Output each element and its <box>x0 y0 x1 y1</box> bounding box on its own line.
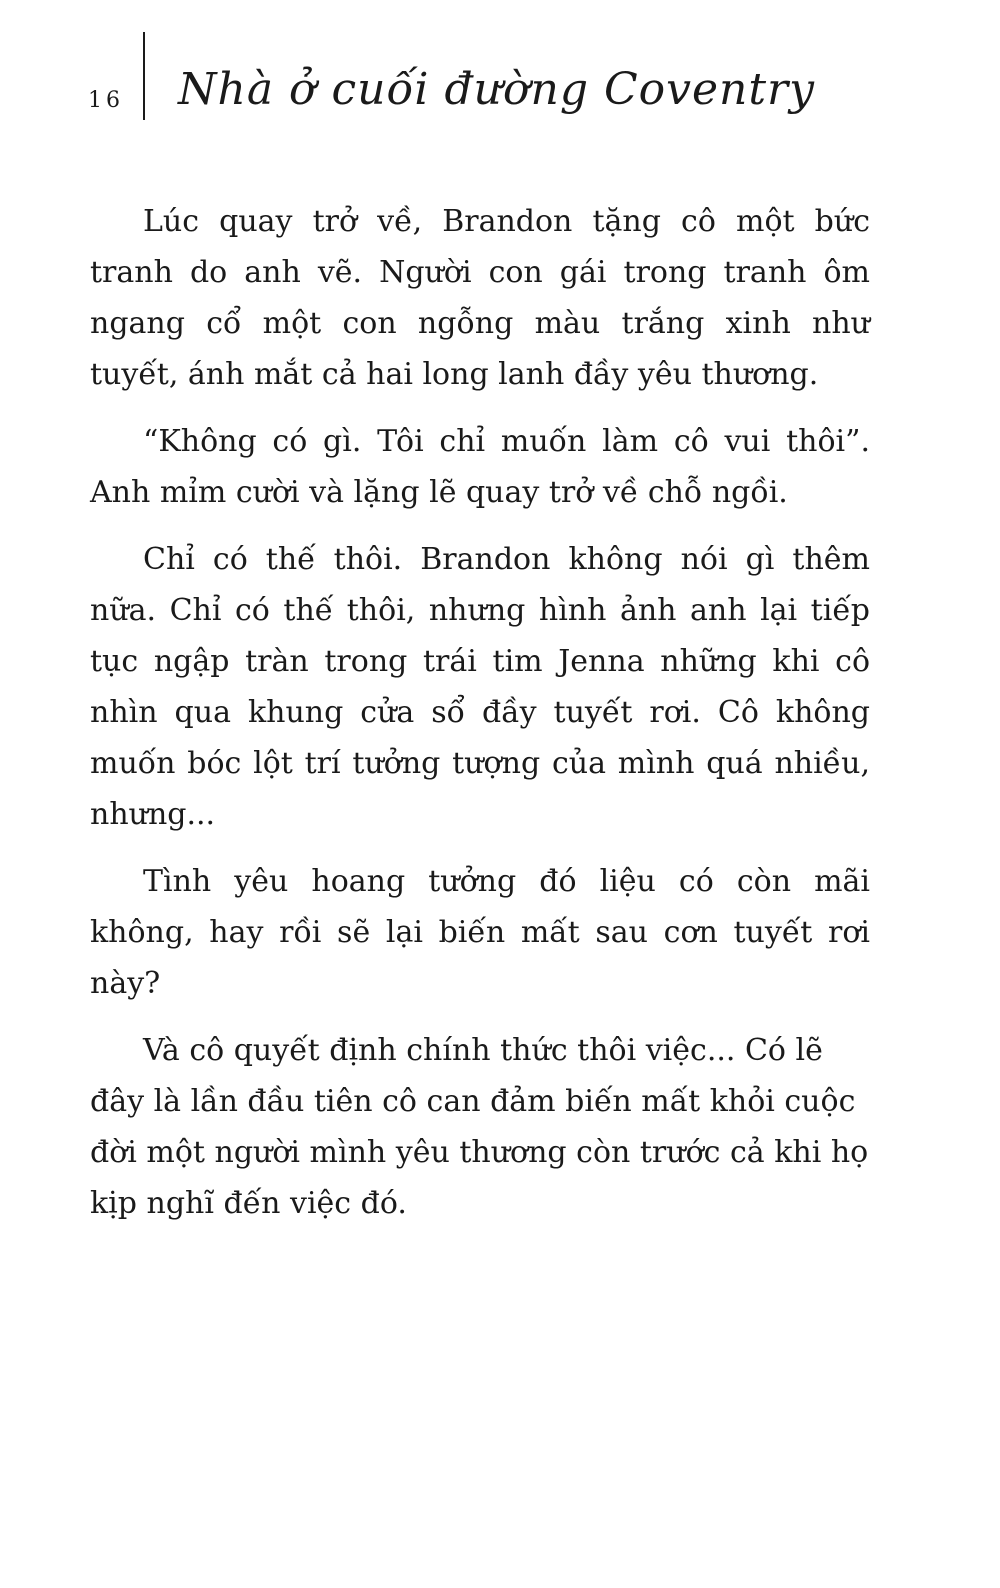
page-number: 16 <box>88 88 124 113</box>
paragraph-5: Và cô quyết định chính thức thôi việc... Có lẽ đây là lần đầu tiên cô can đảm biến mất khỏi cuộc đời một người mình yêu thương còn trước cả khi họ kịp nghĩ đến việc đó. <box>90 1033 869 1221</box>
paragraph-3: Chỉ có thế thôi. Brandon không nói gì thêm nữa. Chỉ có thế thôi, nhưng hình ảnh anh lại tiếp tục ngập tràn trong trái tim Jenna những khi cô nhìn qua khung cửa sổ đầy tuyết rơi. Cô không muốn bóc lột trí tưởng tượng của mình quá nhiều, nhưng... <box>90 542 870 832</box>
page-header <box>0 0 1000 160</box>
paragraph-1: Lúc quay trở về, Brandon tặng cô một bức tranh do anh vẽ. Người con gái trong tranh ôm ngang cổ một con ngỗng màu trắng xinh như tuyết, ánh mắt cả hai long lanh đầy yêu thương. <box>90 204 870 392</box>
paragraph-2: “Không có gì. Tôi chỉ muốn làm cô vui thôi”. Anh mỉm cười và lặng lẽ quay trở về chỗ ngồi. <box>90 424 870 510</box>
paragraph-4: Tình yêu hoang tưởng đó liệu có còn mãi không, hay rồi sẽ lại biến mất sau cơn tuyết rơi này? <box>90 864 870 1001</box>
header-divider <box>143 32 145 120</box>
running-title: Nhà ở cuối đường Coventry <box>178 64 815 115</box>
body-text <box>90 196 870 1245</box>
